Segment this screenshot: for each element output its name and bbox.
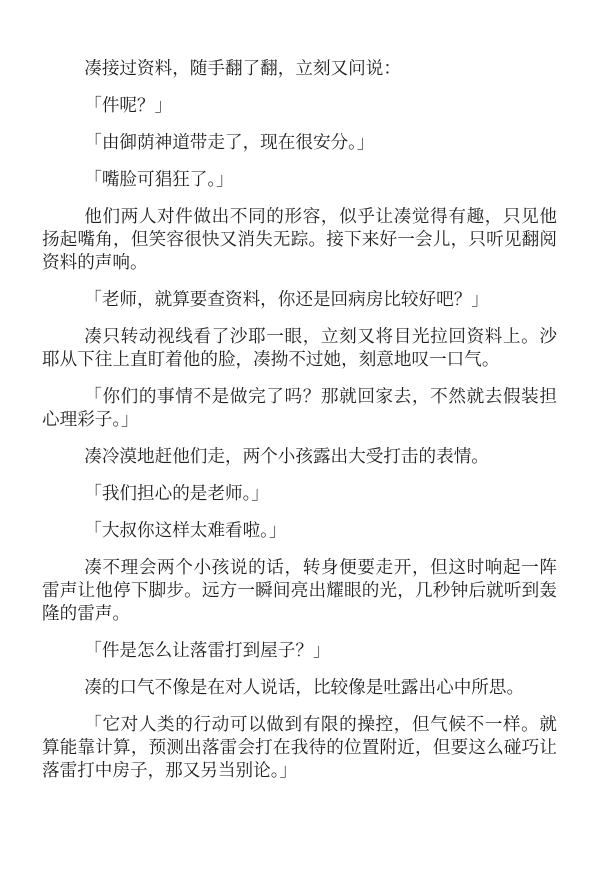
paragraph-narration: 凑的口气不像是在对人说话，比较像是吐露出心中所思。: [84, 677, 525, 697]
paragraph-dialogue: 「你们的事情不是做完了吗？那就回家去，不然就去假装担心理彩子。」: [42, 386, 557, 429]
paragraph-narration: 他们两人对件做出不同的形容，似乎让凑觉得有趣，只见他扬起嘴角，但笑容很快又消失无踪。接下来好一会儿，只听见翻阅资料的声响。: [42, 206, 557, 272]
paragraph-dialogue: 「它对人类的行动可以做到有限的操控，但气候不一样。就算能靠计算，预测出落雷会打在我待的位置附近，但要这么碰巧让落雷打中房子，那又另当别论。」: [42, 714, 557, 780]
paragraph-dialogue: 「我们担心的是老师。」: [84, 483, 269, 503]
paragraph-dialogue: 「嘴脸可猖狂了。」: [84, 169, 234, 189]
paragraph-narration: 凑冷漠地赶他们走，两个小孩露出大受打击的表情。: [84, 446, 489, 466]
paragraph-narration: 凑接过资料，随手翻了翻，立刻又问说：: [84, 58, 401, 78]
paragraph-dialogue: 「件是怎么让落雷打到屋子？」: [84, 640, 331, 660]
paragraph-dialogue: 「老师，就算要查资料，你还是回病房比较好吧？」: [84, 289, 489, 309]
paragraph-narration: 凑不理会两个小孩说的话，转身便要走开，但这时响起一阵雷声让他停下脚步。远方一瞬间亮出耀眼的光，几秒钟后就听到轰隆的雷声。: [42, 557, 557, 623]
paragraph-narration: 凑只转动视线看了沙耶一眼，立刻又将目光拉回资料上。沙耶从下往上直盯着他的脸，凑拗不过她，刻意地叹一口气。: [42, 326, 557, 369]
paragraph-dialogue: 「大叔你这样太难看啦。」: [84, 520, 287, 540]
paragraph-dialogue: 「由御荫神道带走了，现在很安分。」: [84, 132, 375, 152]
paragraph-dialogue: 「件呢？」: [84, 95, 173, 115]
